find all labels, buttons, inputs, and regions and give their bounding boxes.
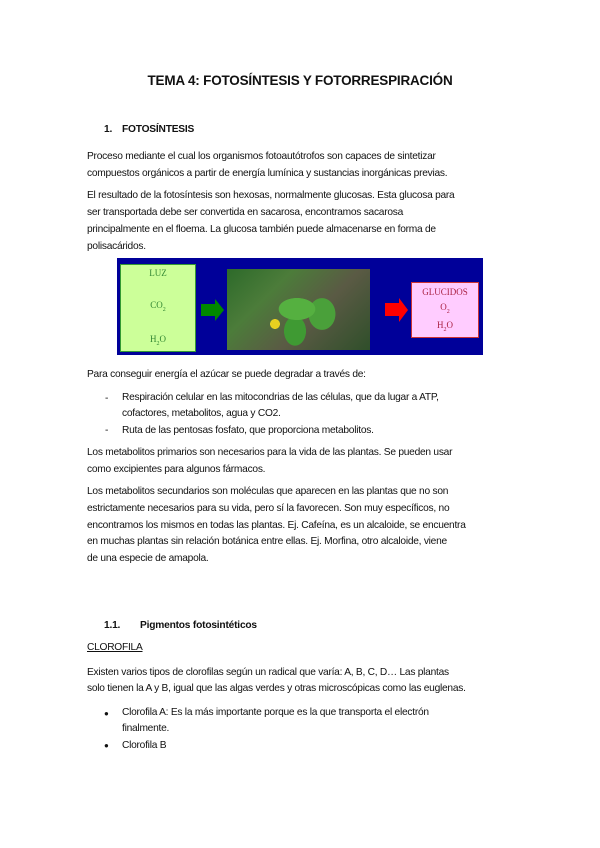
paragraph-result: [87, 187, 454, 255]
line: encontramos los mismos en todas las plantas. Ej. Cafeína, es un alcaloide, se encuentra: [87, 519, 466, 531]
clorofila-heading: CLOROFILA: [87, 642, 143, 653]
line: El resultado de la fotosíntesis son hexosas, normalmente glucosas. Esta glucosa para: [87, 190, 455, 201]
line: en muchas plantas sin relación botánica entre ellas. Ej. Morfina, otro alcaloide, viene: [87, 536, 447, 548]
section-heading: FOTOSÍNTESIS: [122, 124, 195, 135]
line: cofactores, metabolitos, agua y CO2.: [122, 408, 281, 419]
line: Los metabolitos secundarios son moléculas que aparecen en las plantas que no son: [87, 486, 449, 497]
output-o2: $O_2$: [440, 302, 450, 315]
list-item: [122, 705, 429, 737]
line: ser transportada debe ser convertida en sacarosa, encontramos sacarosa: [87, 207, 404, 218]
list-item: [122, 390, 439, 422]
photosynthesis-figure: [117, 258, 483, 355]
output-h2o: $H_2O$: [437, 320, 453, 333]
list-item: Ruta de las pentosas fosfato, que proporciona metabolitos.: [122, 425, 374, 436]
line: principalmente en el floema. La glucosa también puede almacenarse en forma de: [87, 224, 436, 235]
line: Existen varios tipos de clorofilas según un radical que varía: A, B, C, D… Las plantas: [87, 667, 449, 678]
section-number: 1.: [104, 124, 113, 135]
paragraph-definition: [87, 148, 447, 182]
input-co2: $CO_2$: [150, 299, 166, 313]
line: solo tienen la A y B, igual que las algas verdes y otras microscópicas como las euglenas.: [87, 683, 466, 694]
subsection-number: 1.1.: [104, 620, 121, 631]
dash-marker: -: [105, 425, 109, 436]
line: Los metabolitos primarios son necesarios para la vida de las plantas. Se pueden usar: [87, 447, 453, 458]
bullet-icon: ●: [104, 741, 109, 750]
list-item: Clorofila B: [122, 740, 167, 751]
green-arrow-icon: [201, 304, 215, 316]
outputs-box: [411, 282, 479, 338]
line: Respiración celular en las mitocondrias de las células, que da lugar a ATP,: [122, 392, 439, 403]
line: de una especie de amapola.: [87, 553, 209, 565]
line: Proceso mediante el cual los organismos fotoautótrofos son capaces de sintetizar: [87, 151, 436, 162]
line: Clorofila A: Es la más importante porque es la que transporta el electrón: [122, 707, 429, 718]
red-arrow-head-icon: [399, 298, 408, 322]
inputs-box: [120, 264, 196, 352]
output-glucids: GLUCIDOS: [422, 287, 468, 297]
line: como excipientes para algunos fármacos.: [87, 464, 266, 475]
line: polisacáridos.: [87, 241, 146, 252]
paragraph-chlorophyll-types: [87, 665, 466, 697]
line: estrictamente necesarios para su vida, pero sí la favorecen. Son muy específicos, no: [87, 502, 450, 514]
page-title: TEMA 4: FOTOSÍNTESIS Y FOTORRESPIRACIÓN: [147, 73, 453, 88]
red-arrow-icon: [385, 303, 399, 316]
dash-marker: -: [105, 393, 109, 404]
input-h2o: $H_2O$: [150, 334, 166, 347]
green-arrow-head-icon: [215, 299, 224, 321]
subsection-heading: Pigmentos fotosintéticos: [140, 620, 257, 631]
bullet-icon: ●: [104, 709, 109, 718]
line: compuestos orgánicos a partir de energía lumínica y sustancias inorgánicas previas.: [87, 168, 448, 179]
input-light: LUZ: [149, 268, 167, 278]
paragraph-secondary-metabolites: [87, 484, 466, 568]
paragraph-energy: Para conseguir energía el azúcar se puede degradar a través de:: [87, 369, 366, 380]
paragraph-primary-metabolites: [87, 444, 452, 478]
line: finalmente.: [122, 723, 170, 734]
plant-photo: [227, 269, 370, 350]
